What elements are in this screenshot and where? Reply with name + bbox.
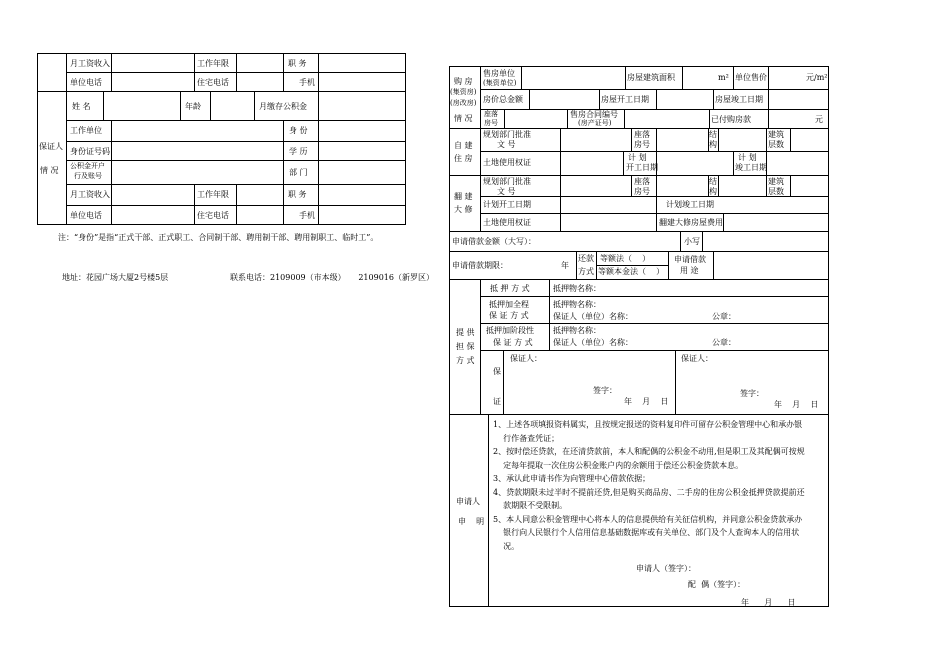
label-room-no-2: 房号 bbox=[634, 140, 650, 149]
label-loan-amount: 申请借款金额（大写）： bbox=[452, 237, 536, 246]
declaration-line: 银行向人民银行个人信用信息基础数据库或有关单位、部门及个人查询本人的信用状 bbox=[493, 528, 800, 537]
label-mortgage-item-2: 抵押物名称： bbox=[553, 300, 601, 309]
label-g-home-phone: 住宅电话 bbox=[197, 211, 229, 220]
label-reno-approval: 规划部门批准 bbox=[483, 177, 531, 186]
date-b: 年 月 日 bbox=[774, 400, 819, 409]
label-seller: 售房单位 bbox=[483, 69, 515, 78]
label-fund-bank-2: 行及账号 bbox=[74, 172, 102, 180]
guarantor-section-label-2: 情 况 bbox=[40, 166, 59, 175]
declaration-line: 1、上述各项填报资料属实，且按规定报送的资料复印件可留存公积金管理中心和承办银 bbox=[493, 420, 803, 429]
label-plan-finish-2: 竣工日期 bbox=[735, 163, 767, 172]
label-g-mobile: 手机 bbox=[299, 211, 315, 220]
guarantee-label-1: 提 供 bbox=[456, 328, 475, 337]
label-guarantor-b: 保证人： bbox=[681, 354, 713, 363]
label-g-company-phone: 单位电话 bbox=[70, 211, 102, 220]
office-phone: 联系电话：2109009（市本级） 2109016（新罗区） bbox=[230, 273, 434, 282]
label-mortgage-item: 抵押物名称： bbox=[553, 284, 601, 293]
label-loan-term: 申请借款期限： bbox=[452, 261, 508, 270]
label-building-area: 房屋建筑面积 bbox=[627, 73, 675, 82]
label-sign-b: 签字： bbox=[740, 389, 764, 398]
declaration-line: 2、按时偿还贷款，在还清贷款前，本人和配偶的公积金不动用,但是职工及其配偶可按规 bbox=[493, 447, 805, 456]
label-repay-2: 方式 bbox=[578, 267, 594, 276]
label-seller-sub: (集资单位) bbox=[483, 79, 517, 87]
label-fund-bank: 公积金开户 bbox=[70, 162, 105, 170]
label-identity: 身 份 bbox=[289, 126, 308, 135]
declaration-line: 3、承认此申请书作为向管理中心借款依据； bbox=[493, 474, 651, 483]
applicant-signature: 申请人（签字）： bbox=[636, 564, 696, 573]
label-guarantor-unit-2: 保证人（单位）名称： bbox=[553, 338, 633, 347]
label-g-work-years: 工作年限 bbox=[197, 190, 229, 199]
label-structure-2: 构 bbox=[709, 140, 717, 149]
label-small: 小写 bbox=[684, 237, 700, 246]
label-guarantor-name: 姓 名 bbox=[72, 102, 91, 111]
label-sign-a: 签字： bbox=[593, 386, 617, 395]
label-reno-land-cert: 土地使用权证 bbox=[483, 218, 531, 227]
label-room-no: 房号 bbox=[484, 119, 498, 127]
label-reno-location: 座落 bbox=[634, 177, 650, 186]
label-total-price: 房价总金额 bbox=[483, 95, 523, 104]
label-position: 职 务 bbox=[288, 59, 307, 68]
selfbuild-label-1: 自 建 bbox=[454, 141, 473, 150]
applicant-label-1: 申请人 bbox=[456, 497, 480, 506]
label-purpose-2: 用 途 bbox=[680, 266, 699, 275]
declaration-line: 定每年提取一次住房公积金账户内的余额用于偿还公积金贷款本息。 bbox=[493, 460, 744, 470]
label-monthly-fund: 月缴存公积金 bbox=[259, 102, 307, 111]
label-mort-stage-2: 保 证 方 式 bbox=[493, 338, 533, 347]
label-work-years: 工作年限 bbox=[197, 59, 229, 68]
declaration-line: 4、贷款期限未过半时不提前还贷,但是购买商品房、二手房的住房公积金抵押贷款提前还 bbox=[493, 487, 805, 497]
label-reno-plan-finish: 计划竣工日期 bbox=[666, 200, 714, 209]
label-purpose: 申请借款 bbox=[674, 255, 706, 264]
option-equal-pi[interactable]: 等额法（ ） bbox=[600, 254, 651, 263]
loan-term-year: 年 bbox=[561, 261, 569, 270]
label-reno-floors: 建筑 bbox=[768, 177, 784, 186]
label-finish-date: 房屋竣工日期 bbox=[715, 95, 763, 104]
purchase-label-4: 情 况 bbox=[454, 114, 473, 123]
label-id-code: 身份证号码 bbox=[70, 147, 110, 156]
paid-unit: 元 bbox=[815, 115, 823, 124]
label-mortgage-method: 抵 押 方 式 bbox=[490, 284, 530, 293]
option-equal-principal[interactable]: 等额本金法（ ） bbox=[598, 267, 665, 276]
purchase-label-2: (集资房) bbox=[450, 88, 477, 96]
label-bao: 保 bbox=[493, 367, 501, 376]
label-reno-plan-start: 计划开工日期 bbox=[483, 200, 531, 209]
label-education: 学 历 bbox=[289, 147, 308, 156]
renovate-label-2: 大 修 bbox=[454, 205, 473, 214]
label-mobile: 手机 bbox=[299, 78, 315, 87]
area-unit: m² bbox=[718, 73, 729, 82]
label-location-2: 座落 bbox=[634, 130, 650, 139]
declaration-line: 款期限不受限制。 bbox=[493, 501, 568, 510]
spouse-signature: 配 偶（签字）： bbox=[688, 580, 746, 589]
label-reno-floors-2: 层数 bbox=[768, 187, 784, 196]
label-reno-structure: 结 bbox=[709, 177, 717, 186]
applicant-label-2: 申 明 bbox=[458, 517, 485, 526]
purchase-label-1: 购 房 bbox=[454, 77, 473, 86]
guarantee-label-3: 方 式 bbox=[456, 356, 475, 365]
label-floors: 建筑 bbox=[768, 130, 784, 139]
label-contract-sub: (房产证号) bbox=[578, 119, 612, 127]
date-a: 年 月 日 bbox=[624, 397, 669, 406]
price-unit: 元/m² bbox=[806, 73, 828, 82]
label-plan-approval: 规划部门批准 bbox=[483, 130, 531, 139]
declaration-line: 况。 bbox=[493, 541, 520, 551]
label-reno-cost: 翻建大修房屋费用 bbox=[659, 218, 723, 227]
label-reno-approval-2: 文 号 bbox=[497, 187, 516, 196]
label-unit-price: 单位售价 bbox=[735, 73, 767, 82]
label-contract-no: 售房合同编号 bbox=[570, 110, 618, 119]
label-work-unit: 工作单位 bbox=[70, 126, 102, 135]
selfbuild-label-2: 住 房 bbox=[454, 154, 473, 163]
label-mort-stage: 抵押加阶段性 bbox=[486, 326, 534, 335]
renovate-label-1: 翻 建 bbox=[454, 192, 473, 201]
declaration-text bbox=[493, 419, 805, 554]
guarantor-section-label: 保证人 bbox=[39, 142, 63, 151]
label-reno-room: 房号 bbox=[634, 187, 650, 196]
label-start-date: 房屋开工日期 bbox=[601, 95, 649, 104]
label-plan-start-2: 开工日期 bbox=[626, 163, 658, 172]
label-department: 部 门 bbox=[289, 168, 308, 177]
label-zheng: 证 bbox=[493, 397, 501, 406]
declaration-line: 行作备查凭证； bbox=[493, 433, 560, 443]
label-mort-full-2: 保 证 方 式 bbox=[489, 311, 529, 320]
label-location: 座落 bbox=[484, 110, 498, 118]
label-seal-2: 公章： bbox=[712, 338, 736, 347]
label-home-phone: 住宅电话 bbox=[197, 78, 229, 87]
label-land-cert: 土地使用权证 bbox=[483, 158, 531, 167]
label-reno-structure-2: 构 bbox=[709, 187, 717, 196]
office-address: 地址：花园广场大厦2号楼5层 bbox=[62, 273, 169, 282]
label-guarantor-age: 年龄 bbox=[185, 102, 201, 111]
label-mort-full: 抵押加全程 bbox=[489, 300, 529, 309]
label-plan-finish: 计 划 bbox=[738, 153, 757, 162]
label-g-monthly-income: 月工资收入 bbox=[70, 190, 110, 199]
applicant-date: 年 月 日 bbox=[741, 598, 796, 607]
label-floors-2: 层数 bbox=[768, 140, 784, 149]
label-mortgage-item-3: 抵押物名称： bbox=[553, 326, 601, 335]
label-repay: 还款 bbox=[578, 254, 594, 263]
purchase-label-3: (房改房) bbox=[450, 99, 477, 107]
label-g-position: 职 务 bbox=[288, 190, 307, 199]
label-plan-start: 计 划 bbox=[628, 153, 647, 162]
label-company-phone: 单位电话 bbox=[70, 78, 102, 87]
label-guarantor-a: 保证人： bbox=[510, 354, 542, 363]
guarantee-label-2: 担 保 bbox=[456, 342, 475, 351]
label-plan-approval-2: 文 号 bbox=[497, 140, 516, 149]
label-monthly-income: 月工资收入 bbox=[70, 59, 110, 68]
label-seal: 公章： bbox=[712, 312, 736, 321]
declaration-line: 5、本人同意公积金管理中心将本人的信息提供给有关征信机构，并同意公积金贷款承办 bbox=[493, 514, 803, 524]
label-paid: 已付购房款 bbox=[711, 115, 751, 124]
identity-note: 注：“身份”是指“正式干部、正式职工、合同制干部、聘用制干部、聘用制职工、临时工”。 bbox=[58, 233, 379, 242]
label-guarantor-unit: 保证人（单位）名称： bbox=[553, 312, 633, 321]
label-structure: 结 bbox=[709, 130, 717, 139]
